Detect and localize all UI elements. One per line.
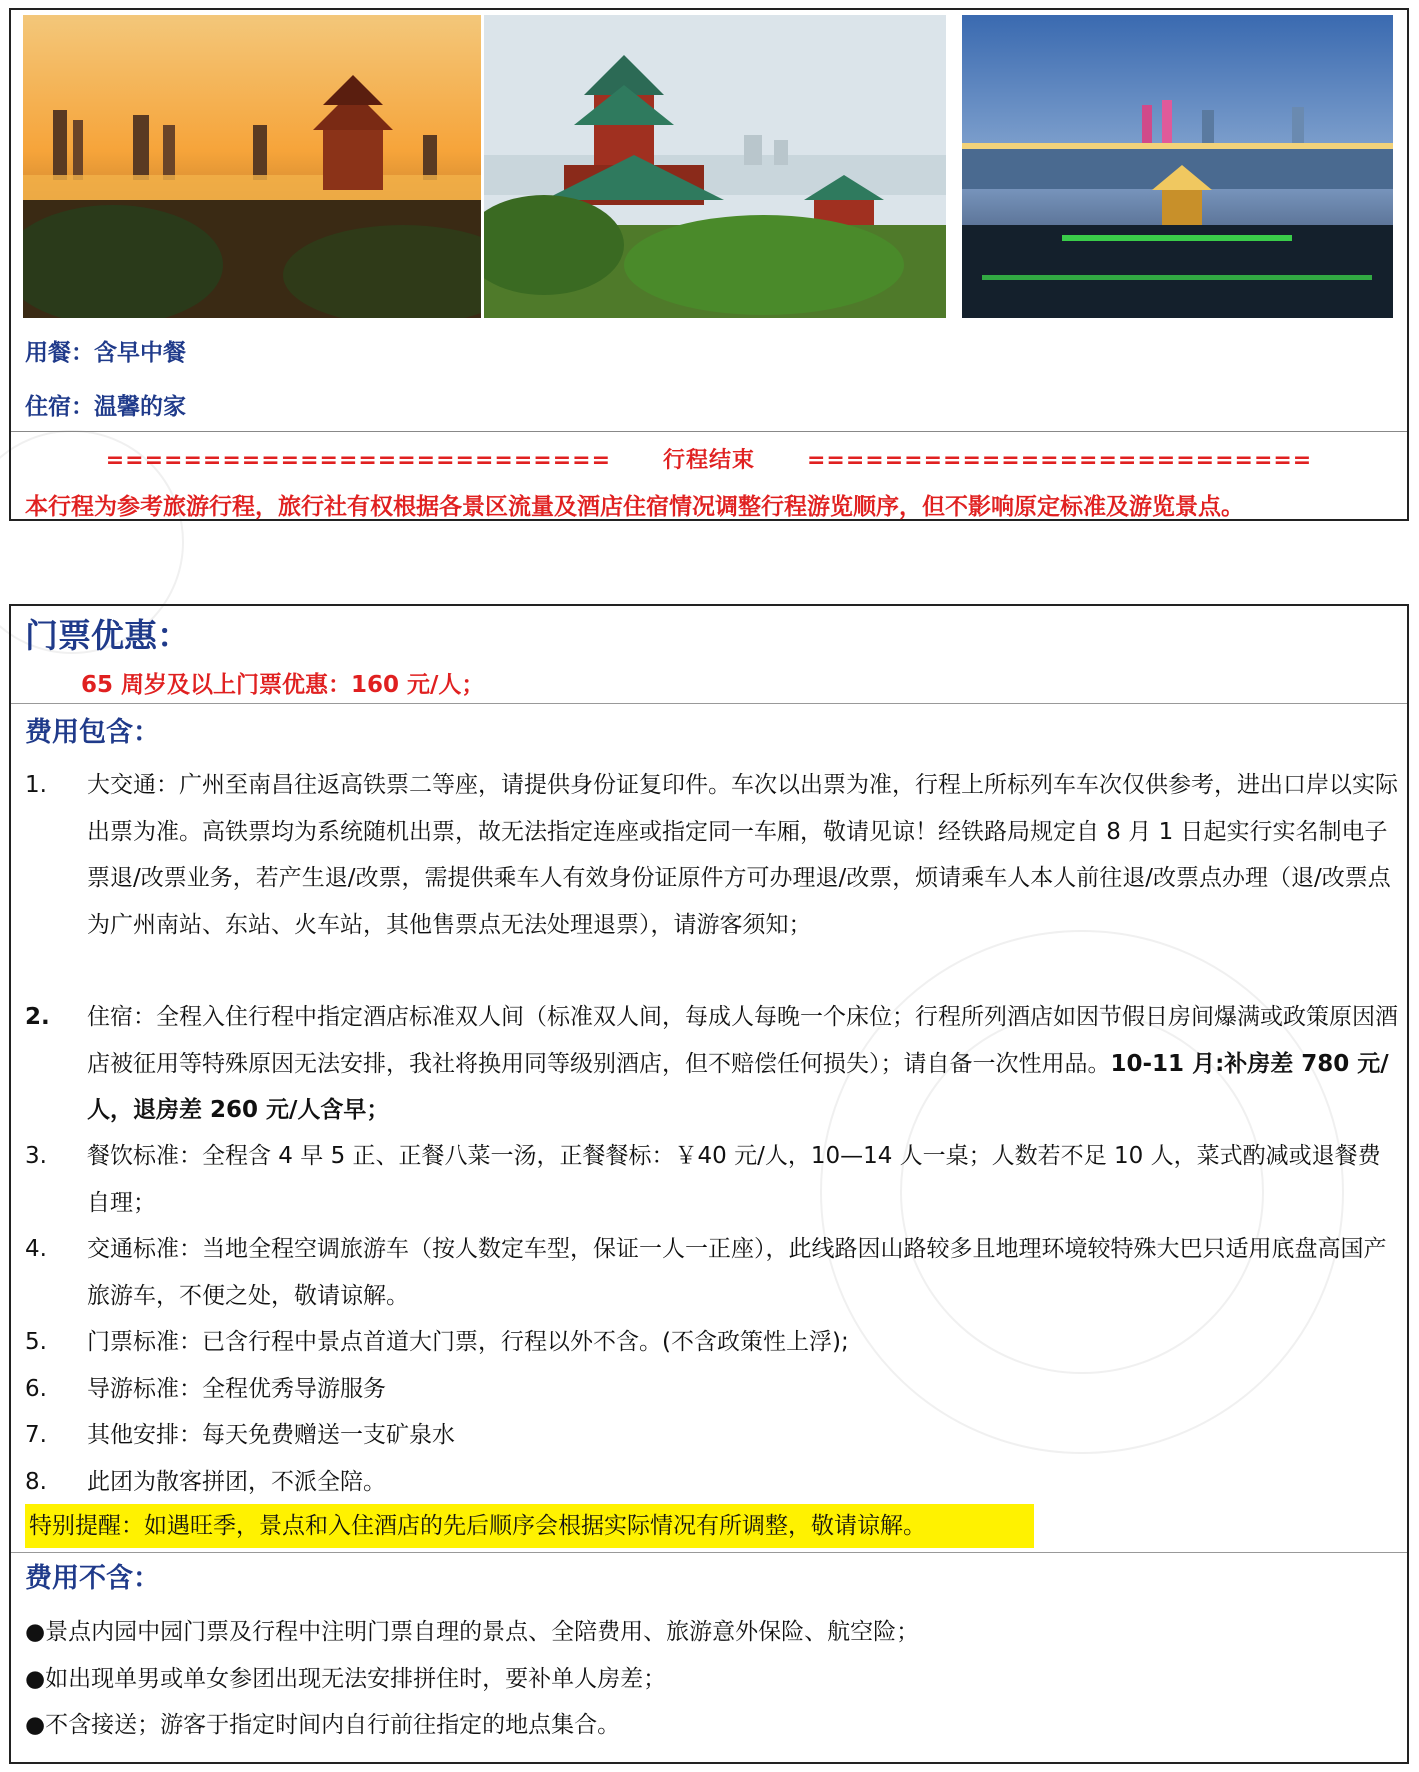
excluded-heading: 费用不含： xyxy=(25,1563,160,1594)
included-item-tickets xyxy=(25,1319,1400,1366)
special-reminder: 特别提醒：如遇旺季，景点和入住酒店的先后顺序会根据实际情况有所调整，敬请谅解。 xyxy=(25,1504,1034,1548)
item-number: 3. xyxy=(25,1143,47,1169)
item-text: 餐饮标准：全程含 4 早 5 正、正餐八菜一汤，正餐餐标：￥40 元/人，10—14 人一桌；人数若不足 10 人，菜式酌减或退餐费自理； xyxy=(87,1143,1381,1216)
divider xyxy=(11,1552,1407,1553)
item-number: 7. xyxy=(25,1422,47,1448)
included-list xyxy=(25,762,1400,1505)
included-item-meals xyxy=(25,1133,1400,1226)
item-text: 大交通：广州至南昌往返高铁票二等座，请提供身份证复印件。车次以出票为准，行程上所标列车车次仅供参考，进出口岸以实际出票为准。高铁票均为系统随机出票，故无法指定连座或指定同一车厢，敬请见谅！经铁路局规定自 8 月 1 日起实行实名制电子票退/改票业务，若产生退/改票，需提供乘车人有效身份证原件方可办理退/改票，烦请乘车人本人前往退/改票点办理（退/改票点为广州南站、东站、火车站，其他售票点无法处理退票），请游客须知； xyxy=(87,772,1398,938)
accommodation-info: 住宿：温馨的家 xyxy=(25,394,186,420)
tengwang-pavilion-sunset-photo xyxy=(23,15,481,318)
item-text: 门票标准：已含行程中景点首道大门票，行程以外不含。(不含政策性上浮); xyxy=(87,1329,849,1355)
tengwang-pavilion-day-photo xyxy=(484,15,946,318)
tengwang-pavilion-night-photo xyxy=(962,15,1393,318)
included-item-group xyxy=(25,1459,1400,1506)
included-item-guide xyxy=(25,1366,1400,1413)
item-text: 交通标准：当地全程空调旅游车（按人数定车型，保证一人一正座），此线路因山路较多且地理环境较特殊大巴只适用底盘高国产旅游车，不便之处，敬请谅解。 xyxy=(87,1236,1387,1309)
item-number: 6. xyxy=(25,1375,47,1402)
included-heading: 费用包含： xyxy=(25,717,160,748)
itinerary-end-box xyxy=(9,8,1409,521)
end-rule-left: ========================== xyxy=(105,448,612,473)
item-number: 2. xyxy=(25,1004,50,1030)
meal-info: 用餐：含早中餐 xyxy=(25,340,186,366)
itinerary-end-banner xyxy=(11,443,1407,474)
divider xyxy=(11,703,1407,704)
itinerary-notice: 本行程为参考旅游行程，旅行社有权根据各景区流量及酒店住宿情况调整行程游览顺序，但不影响原定标准及游览景点。 xyxy=(25,494,1244,520)
item-number: 1. xyxy=(25,772,47,798)
excluded-item: ●不含接送；游客于指定时间内自行前往指定的地点集合。 xyxy=(25,1712,621,1738)
item-number: 4. xyxy=(25,1236,47,1262)
included-item-other xyxy=(25,1412,1400,1459)
excluded-list xyxy=(25,1609,1400,1749)
end-rule-right: ========================== xyxy=(806,448,1313,473)
item-text: 其他安排：每天免费赠送一支矿泉水 xyxy=(87,1422,455,1448)
excluded-item: ●景点内园中园门票及行程中注明门票自理的景点、全陪费用、旅游意外保险、航空险； xyxy=(25,1619,920,1645)
senior-ticket-discount: 65 周岁及以上门票优惠：160 元/人； xyxy=(81,672,485,698)
included-item-accommodation xyxy=(25,994,1400,1133)
fees-box xyxy=(9,604,1409,1764)
item-text: 此团为散客拼团，不派全陪。 xyxy=(87,1468,386,1495)
item-text: 住宿：全程入住行程中指定酒店标准双人间（标准双人间，每成人每晚一个床位；行程所列酒店如因节假日房间爆满或政策原因酒店被征用等特殊原因无法安排，我社将换用同等级别酒店，但不赔偿任何损失）；请自备一次性用品。 xyxy=(87,1004,1398,1077)
end-title: 行程结束 xyxy=(662,448,755,473)
item-number: 8. xyxy=(25,1468,47,1495)
ticket-discount-heading: 门票优惠： xyxy=(25,616,190,655)
included-item-transport xyxy=(25,762,1400,994)
divider xyxy=(11,431,1407,432)
photo-strip xyxy=(23,15,1393,318)
included-item-local-transport xyxy=(25,1226,1400,1319)
excluded-item: ●如出现单男或单女参团出现无法安排拼住时，要补单人房差； xyxy=(25,1665,667,1692)
room-surcharge: 10-11 月:补房差 780 元/人，退房差 260 元/人含早； xyxy=(87,1050,1389,1123)
item-text: 导游标准：全程优秀导游服务 xyxy=(87,1375,386,1402)
item-number: 5. xyxy=(25,1329,47,1355)
